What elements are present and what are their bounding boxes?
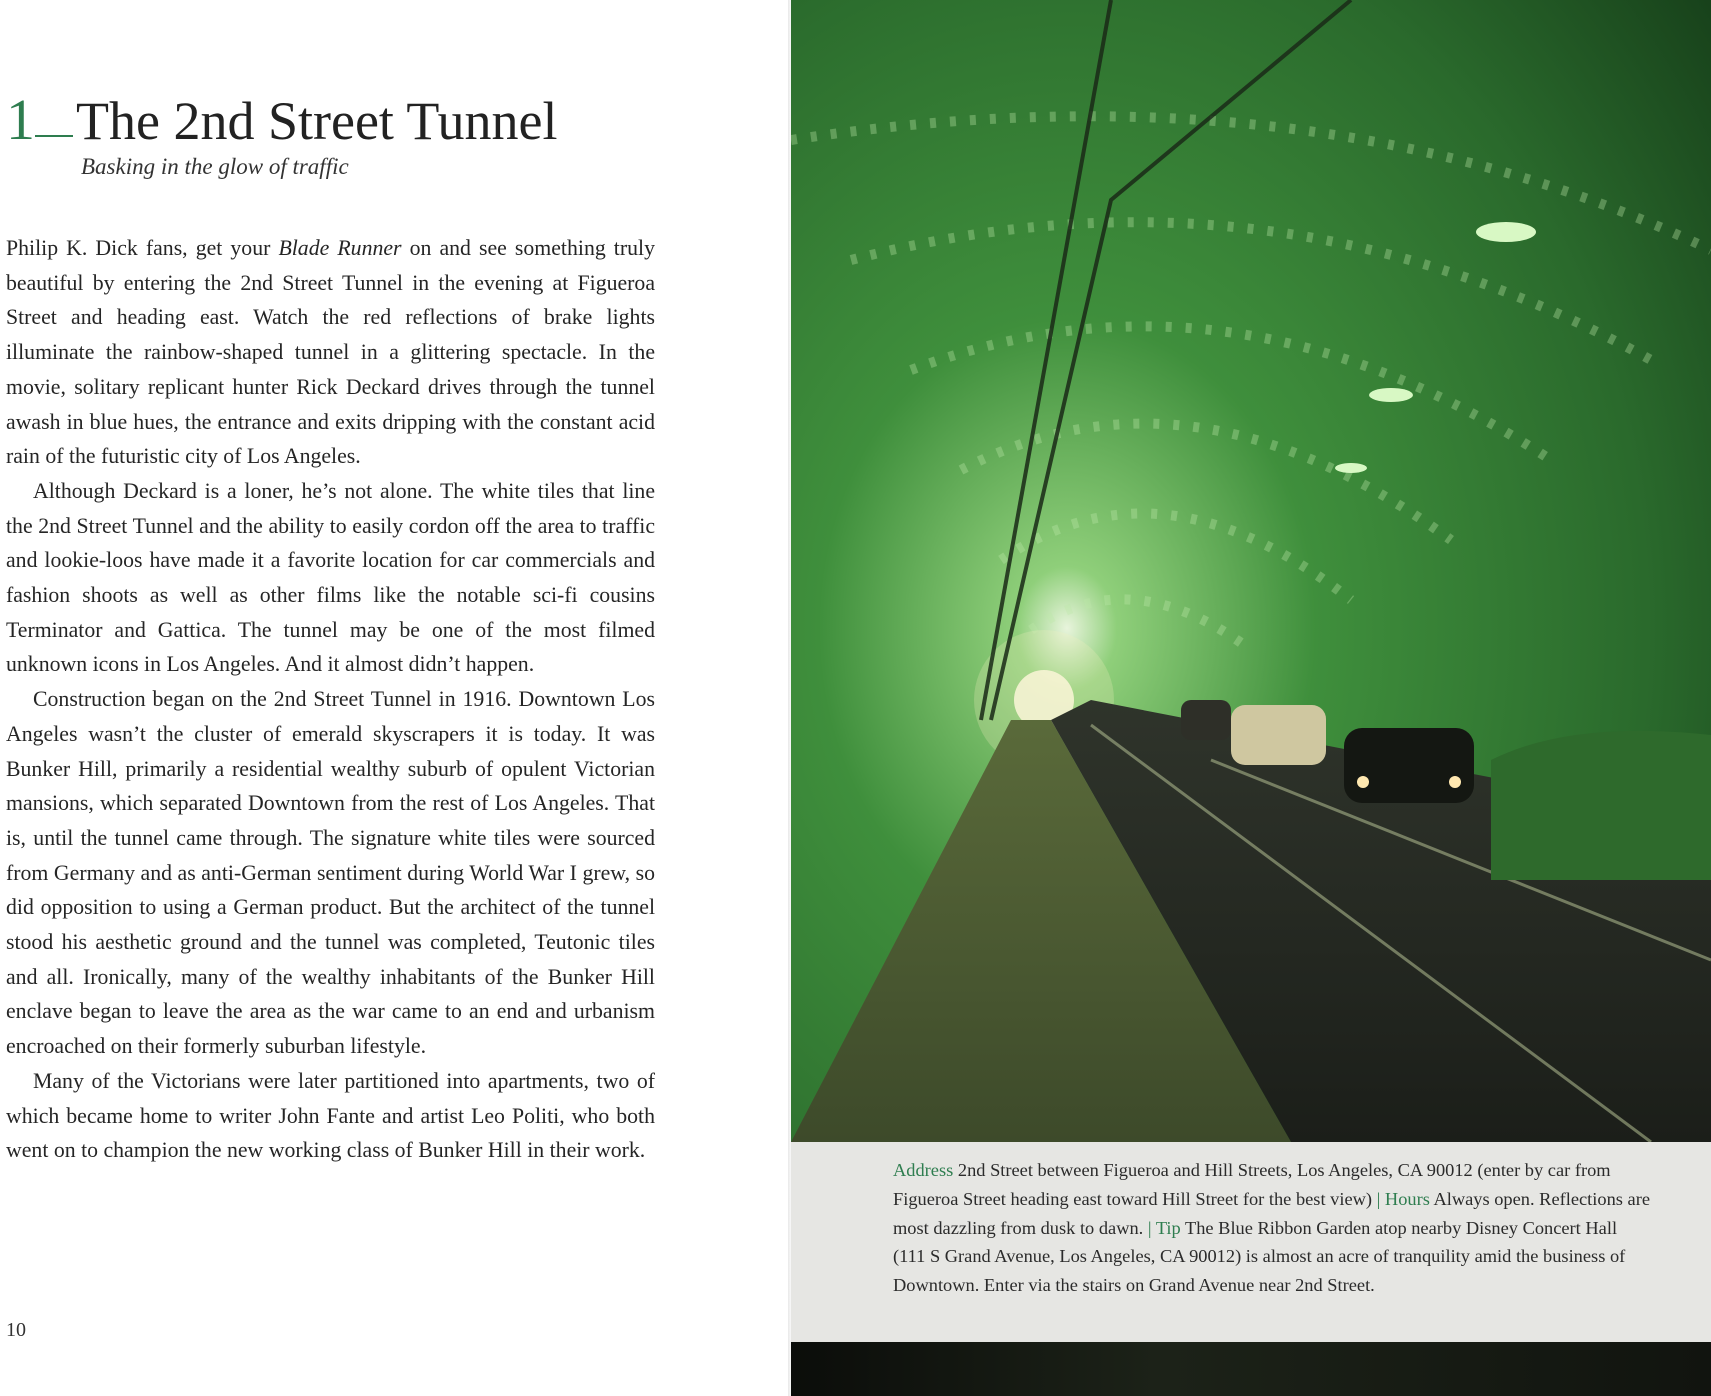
tip-label: | Tip — [1147, 1217, 1181, 1238]
chapter-subtitle: Basking in the glow of traffic — [81, 154, 349, 179]
chapter-rule — [35, 135, 73, 137]
info-box — [791, 1142, 1711, 1342]
paragraph-2: Although Deckard is a loner, he’s not alone. The white tiles that line the 2nd Street Tunnel and the ability to easily cordon off the area to traffic and lookie-loos have made it a favorite location for car commercials and fashion shoots as well as other films like the notable sci-fi cousins Terminator and Gattica. The tunnel may be one of the most filmed unknown icons in Los Angeles. And it almost didn’t happen. — [6, 478, 655, 677]
body-text — [6, 231, 655, 1168]
address-text: 2nd Street between Figueroa and Hill Streets, Los Angeles, CA 90012 (enter by car from Figueroa Street heading east toward Hill Street for the best view) — [893, 1160, 1611, 1209]
right-page — [791, 0, 1711, 1396]
left-page — [0, 0, 790, 1396]
film-title: Blade Runner — [278, 236, 402, 260]
tunnel-photo — [791, 0, 1711, 1142]
hours-text: Always open. Reflections are most dazzling from dusk to dawn. — [893, 1188, 1650, 1238]
address-label: Address — [893, 1160, 954, 1180]
photo-bottom-strip — [791, 1342, 1711, 1396]
paragraph-1: Philip K. Dick fans, get your Blade Runner on and see something truly beautiful by entering the 2nd Street Tunnel in the evening at Figueroa Street and heading east. Watch the red reflections of brake lights illuminate the rainbow-shaped tunnel in a glittering spectacle. In the movie, solitary replicant hunter Rick Deckard drives through the tunnel awash in blue hues, the entrance and exits dripping with the constant acid rain of the futuristic city of Los Angeles. — [6, 236, 655, 469]
chapter-number: 1 — [6, 87, 35, 152]
tip-text: The Blue Ribbon Garden atop nearby Disney Concert Hall (111 S Grand Avenue, Los Angeles, CA 90012) is almost an acre of tranquility amid the business of Downtown. Enter via the stairs on Grand Avenue near 2nd Street. — [893, 1217, 1626, 1296]
paragraph-3: Construction began on the 2nd Street Tunnel in 1916. Downtown Los Angeles wasn’t the cluster of emerald skyscrapers it is today. It was Bunker Hill, primarily a residential wealthy suburb of opulent Victorian mansions, which separated Downtown from the rest of Los Angeles. That is, until the tunnel came through. The signature white tiles were sourced from Germany and as anti-German sentiment during World War I grew, so did opposition to using a German product. But the architect of the tunnel stood his aesthetic ground and the tunnel was completed, Teutonic tiles and all. Ironically, many of the wealthy inhabitants of the Bunker Hill enclave began to leave the area as the war came to an end and urbanism encroached on their formerly suburban lifestyle. — [6, 687, 655, 1059]
paragraph-4: Many of the Victorians were later partitioned into apartments, two of which became home to writer John Fante and artist Leo Politi, who both went on to champion the new working class of Bunker Hill in their work. — [6, 1068, 655, 1163]
page-number: 10 — [6, 1319, 26, 1341]
chapter-title: The 2nd Street Tunnel — [76, 91, 558, 151]
info-text — [893, 1156, 1653, 1300]
chapter-heading — [6, 86, 558, 153]
hours-label: | Hours — [1376, 1188, 1430, 1209]
